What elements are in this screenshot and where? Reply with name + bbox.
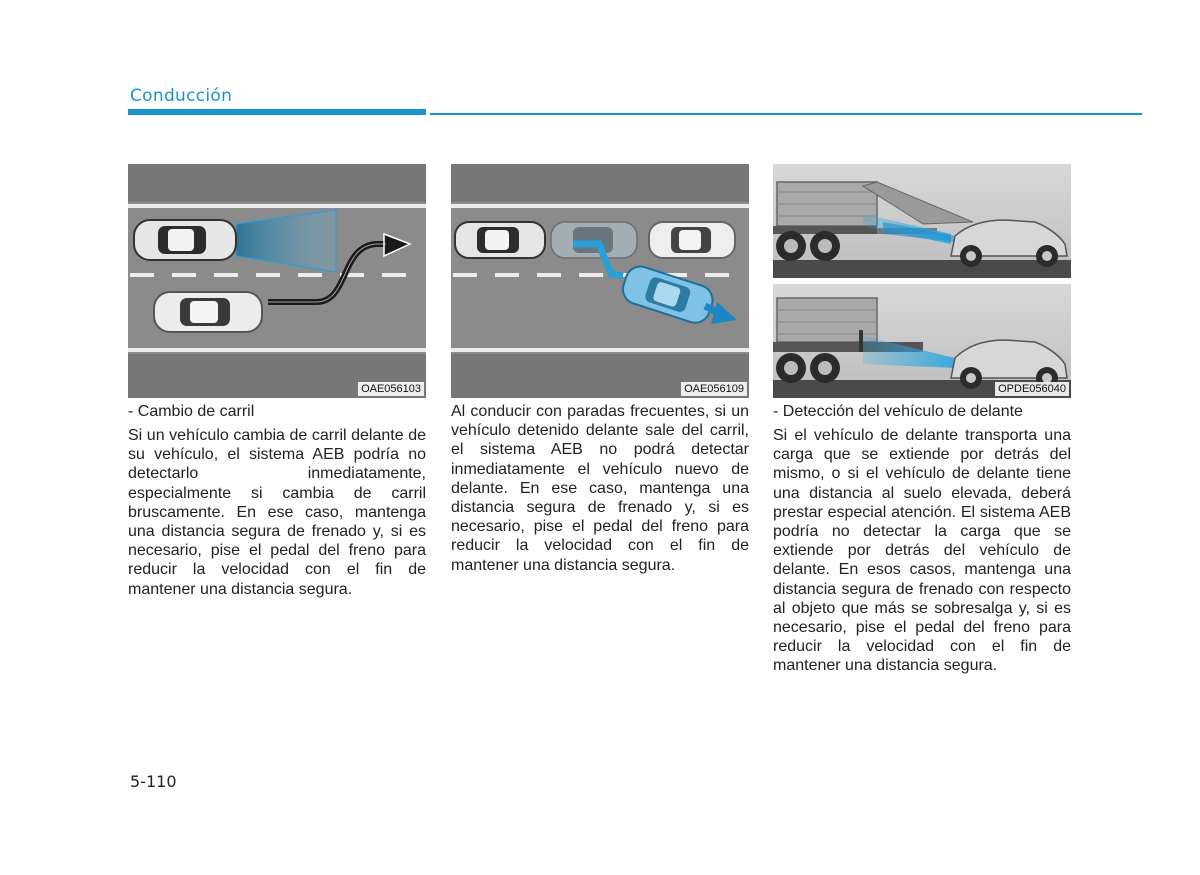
car-rear-icon	[154, 292, 262, 332]
page-number: 5-110	[130, 772, 177, 791]
figure-front-vehicle	[773, 164, 1071, 398]
car-ahead-icon	[649, 222, 735, 258]
scene-top	[773, 164, 1071, 278]
section-title: Conducción	[130, 86, 233, 106]
subheading: - Cambio de carril	[128, 403, 255, 420]
stopped-vehicle-illustration	[451, 164, 749, 398]
scene-bottom	[773, 284, 1071, 398]
figure-lane-change	[128, 164, 426, 398]
subheading: - Detección del vehículo de delante	[773, 403, 1023, 420]
header-rule-accent	[128, 109, 426, 115]
body-text: Si el vehículo de delante transporta una carga que se extiende por detrás del mismo, o si el vehículo de delante tiene una distancia al suelo elevada, deberá prestar especial atención. El sistema AEB podría no detectar la carga que se extiende por detrás del vehículo de delante. En esos casos, mantenga una distancia segura de frenado con respecto al objeto que más se sobresalga y, si es necesario, pise el pedal del freno para reducir la velocidad con el fin de mantener una distancia segura.	[773, 427, 1071, 675]
column-stopped-vehicle	[451, 164, 749, 575]
figure-code: OPDE056040	[995, 382, 1069, 396]
column-lane-change	[128, 164, 426, 599]
car-own-icon	[455, 222, 545, 258]
car-ghost-icon	[551, 222, 637, 258]
figure-code: OAE056103	[358, 382, 424, 396]
body-text: Al conducir con paradas frecuentes, si un vehículo detenido delante sale del carril, el sistema AEB no podrá detectar inmediatamente el vehículo nuevo de delante. En ese caso, mantenga una distancia segura de frenado y, si es necesario, pise el pedal del freno para reducir la velocidad con el fin de mantener una distancia segura.	[451, 403, 749, 574]
figure-stopped-vehicle	[451, 164, 749, 398]
column-front-vehicle	[773, 164, 1071, 676]
truck-load-illustration	[773, 164, 1071, 398]
figure-code: OAE056109	[681, 382, 747, 396]
car-front-icon	[134, 220, 236, 260]
body-text: Si un vehículo cambia de carril delante de su vehículo, el sistema AEB podría no detectarlo inmediatamente, especialmente si cambia de carril bruscamente. En ese caso, mantenga una distancia segura de frenado y, si es necesario, pise el pedal del freno para reducir la velocidad con el fin de mantener una distancia segura.	[128, 427, 426, 598]
lane-change-illustration	[128, 164, 426, 398]
header-rule	[430, 113, 1142, 115]
